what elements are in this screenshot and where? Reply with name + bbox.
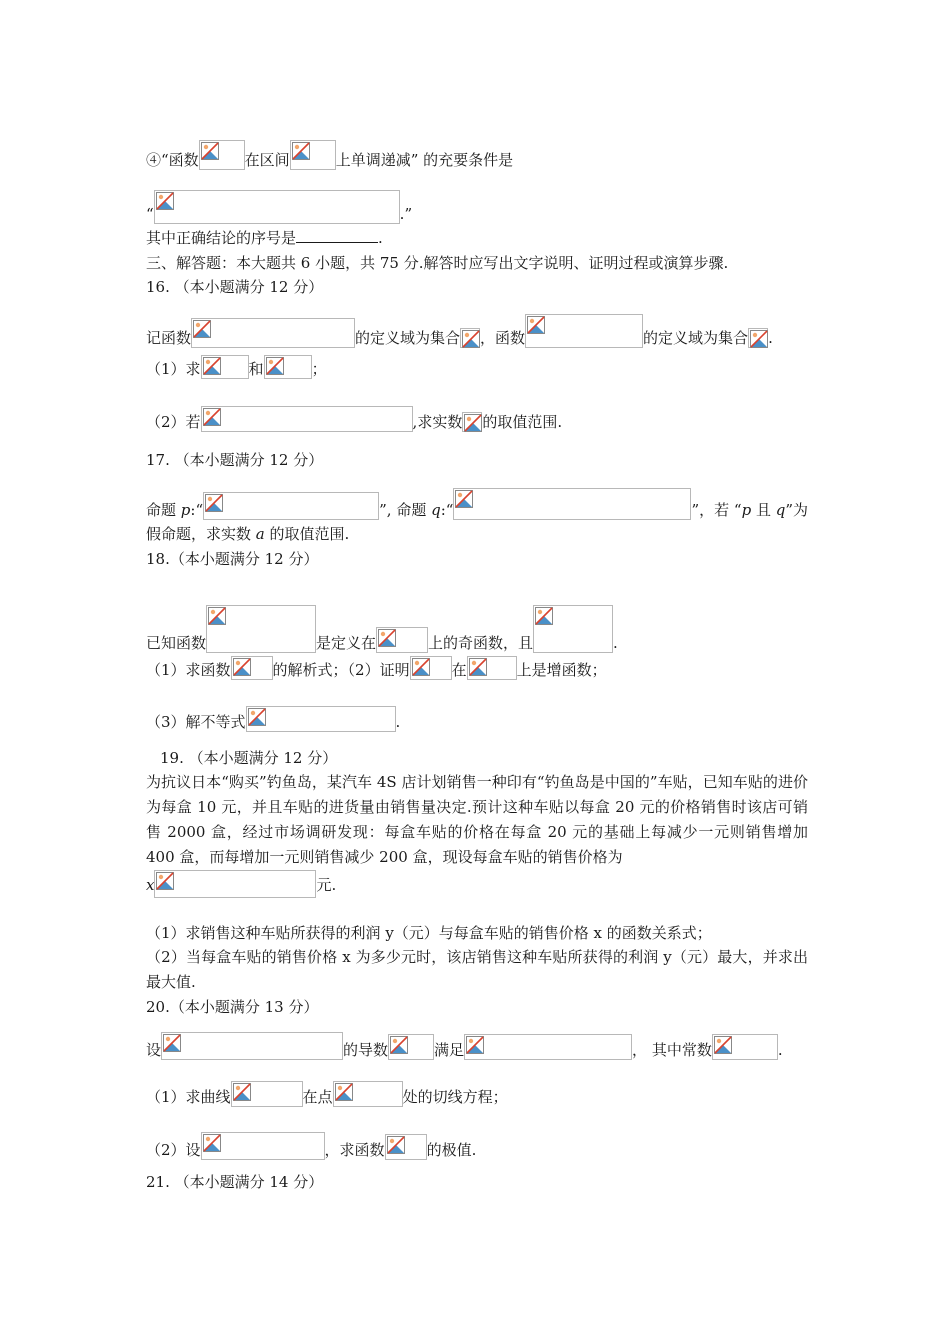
broken-image-icon bbox=[156, 192, 174, 210]
q18-text: （3）解不等式 bbox=[146, 713, 246, 731]
q20-header: 20.（本小题满分 13 分） bbox=[146, 998, 319, 1016]
q16-text: ，函数 bbox=[480, 329, 526, 347]
q19-part2: （2）当每盒车贴的销售价格 x 为多少元时，该店销售这种车贴所获得的利润 y（元）最大，并求出最大值. bbox=[146, 948, 808, 991]
broken-image-icon bbox=[455, 490, 473, 508]
formula-image bbox=[410, 656, 452, 680]
q20-text: 满足 bbox=[434, 1041, 465, 1059]
q16-part1 bbox=[146, 355, 808, 379]
q15-item4-prefix: ④“函数 bbox=[146, 151, 199, 169]
q18-text: . bbox=[613, 634, 618, 652]
broken-image-icon bbox=[208, 607, 226, 625]
formula-image bbox=[161, 1032, 343, 1060]
q20-text: 在点 bbox=[302, 1088, 333, 1106]
q20-text: 处的切线方程； bbox=[402, 1088, 508, 1106]
formula-image bbox=[388, 1034, 434, 1060]
broken-image-icon bbox=[469, 658, 487, 676]
q18-part3 bbox=[146, 706, 808, 732]
q20-text: （1）求曲线 bbox=[146, 1088, 231, 1106]
var-x: x bbox=[146, 876, 155, 894]
broken-image-icon bbox=[292, 142, 310, 160]
q19-header: 19. （本小题满分 12 分） bbox=[160, 749, 338, 767]
q18-text: 的解析式；（2）证明 bbox=[272, 661, 410, 679]
broken-image-icon bbox=[203, 408, 221, 426]
formula-image bbox=[712, 1034, 778, 1060]
broken-image-icon bbox=[462, 330, 480, 348]
formula-image bbox=[467, 656, 517, 680]
q17-text: :“ bbox=[190, 501, 204, 519]
formula-image bbox=[376, 627, 428, 653]
q18-text: （1）求函数 bbox=[146, 661, 231, 679]
broken-image-icon bbox=[201, 142, 219, 160]
q18-header: 18.（本小题满分 12 分） bbox=[146, 550, 319, 568]
broken-image-icon bbox=[266, 357, 284, 375]
broken-image-icon bbox=[248, 708, 266, 726]
broken-image-icon bbox=[233, 1083, 251, 1101]
q17-text: 假命题，求实数 bbox=[146, 525, 256, 543]
q16-text: 的取值范围. bbox=[482, 413, 563, 431]
broken-image-icon bbox=[466, 1036, 484, 1054]
q19-text: 为抗议日本“购买”钓鱼岛，某汽车 4S 店计划销售一种印有“钓鱼岛是中国的”车贴，已知车贴的进价为每盒 10 元，并且车贴的进货量由销售量决定.预计这种车贴以每盒 20 元的价格销售时该店可销售 2000 盒，经过市场调研发现：每盒车贴的价格在每盒 20 元的基础上每减少一元则销售增加 400 盒，而每增加一元则销售减少 200 盒，现设每盒车贴的销售价格为 bbox=[146, 773, 808, 866]
q16-text: 记函数 bbox=[146, 329, 192, 347]
close-quote: .” bbox=[399, 205, 413, 223]
q16-text: 和 bbox=[248, 360, 264, 378]
broken-image-icon bbox=[387, 1136, 405, 1154]
q20-stem bbox=[146, 1032, 808, 1060]
q16-text: （2）若 bbox=[146, 413, 201, 431]
formula-image bbox=[453, 488, 691, 520]
formula-image bbox=[154, 870, 316, 898]
q21-header: 21. （本小题满分 14 分） bbox=[146, 1173, 324, 1191]
q17-text: 命题 bbox=[146, 501, 181, 519]
formula-image bbox=[748, 328, 768, 348]
formula-image bbox=[231, 656, 273, 680]
formula-image bbox=[203, 492, 379, 520]
q16-text: ； bbox=[311, 360, 327, 378]
broken-image-icon bbox=[156, 872, 174, 890]
formula-image bbox=[462, 412, 482, 432]
q16-text: ,求实数 bbox=[412, 413, 463, 431]
formula-image bbox=[333, 1081, 403, 1107]
q17-text: 且 bbox=[751, 501, 776, 519]
q20-text: . bbox=[777, 1041, 783, 1059]
broken-image-icon bbox=[535, 607, 553, 625]
formula-image bbox=[290, 140, 336, 170]
broken-image-icon bbox=[412, 658, 430, 676]
q17-header: 17. （本小题满分 12 分） bbox=[146, 451, 324, 469]
q16-text: 的定义域为集合 bbox=[643, 329, 749, 347]
var-q: q bbox=[775, 501, 786, 519]
q18-part1-2 bbox=[146, 656, 808, 680]
q20-text: ， 其中常数 bbox=[632, 1041, 712, 1059]
formula-image bbox=[154, 190, 400, 224]
q20-text: 的导数 bbox=[343, 1041, 389, 1059]
formula-image bbox=[231, 1081, 303, 1107]
var-q: q bbox=[431, 501, 441, 519]
broken-image-icon bbox=[464, 414, 482, 432]
formula-image bbox=[201, 1132, 325, 1160]
q17-stem bbox=[146, 488, 808, 520]
q18-text: 是定义在 bbox=[316, 634, 377, 652]
formula-image bbox=[525, 314, 643, 348]
q17-text: :“ bbox=[440, 501, 454, 519]
broken-image-icon bbox=[193, 320, 211, 338]
broken-image-icon bbox=[335, 1083, 353, 1101]
q17-text: ”为 bbox=[785, 501, 808, 519]
q18-text: 在 bbox=[451, 661, 467, 679]
formula-image bbox=[385, 1134, 427, 1160]
formula-image bbox=[460, 328, 480, 348]
section-three-heading: 三、解答题：本大题共 6 小题，共 75 分.解答时应写出文字说明、证明过程或演算步骤. bbox=[146, 254, 729, 272]
q18-text: 上是增函数； bbox=[516, 661, 607, 679]
q15-item4-suffix: 上单调递减” 的充要条件是 bbox=[335, 151, 514, 169]
formula-image bbox=[206, 605, 316, 653]
broken-image-icon bbox=[203, 1134, 221, 1152]
formula-image bbox=[201, 355, 249, 379]
broken-image-icon bbox=[750, 330, 768, 348]
formula-image bbox=[464, 1034, 632, 1060]
q16-text: （1）求 bbox=[146, 360, 201, 378]
q15-item4-line1 bbox=[146, 140, 808, 170]
q17-text: ”，若 “ bbox=[691, 501, 742, 519]
q20-text: 设 bbox=[146, 1041, 162, 1059]
formula-image bbox=[199, 140, 245, 170]
answer-end: . bbox=[378, 229, 383, 247]
broken-image-icon bbox=[205, 494, 223, 512]
q20-part2 bbox=[146, 1132, 808, 1160]
q19-part1: （1）求销售这种车贴所获得的利润 y（元）与每盒车贴的销售价格 x 的函数关系式； bbox=[146, 924, 712, 942]
q17-line2 bbox=[146, 524, 808, 544]
broken-image-icon bbox=[714, 1036, 732, 1054]
broken-image-icon bbox=[390, 1036, 408, 1054]
q18-stem bbox=[146, 605, 808, 653]
var-p: p bbox=[180, 501, 191, 519]
broken-image-icon bbox=[233, 658, 251, 676]
broken-image-icon bbox=[203, 357, 221, 375]
q15-item4-mid: 在区间 bbox=[244, 151, 290, 169]
q20-text: （2）设 bbox=[146, 1141, 201, 1159]
formula-image bbox=[191, 318, 355, 348]
q16-part2 bbox=[146, 406, 808, 432]
q16-header: 16. （本小题满分 12 分） bbox=[146, 278, 324, 296]
broken-image-icon bbox=[378, 629, 396, 647]
q20-text: ，求函数 bbox=[324, 1141, 385, 1159]
formula-image bbox=[201, 406, 413, 432]
q17-text: 的取值范围. bbox=[264, 525, 350, 543]
var-p: p bbox=[741, 501, 752, 519]
formula-image bbox=[533, 605, 613, 653]
var-a: a bbox=[255, 525, 265, 543]
q19-body bbox=[146, 770, 808, 898]
q18-text: 已知函数 bbox=[146, 634, 207, 652]
answer-blank bbox=[296, 228, 378, 243]
formula-image bbox=[246, 706, 396, 732]
answer-prompt: 其中正确结论的序号是 bbox=[146, 229, 297, 247]
q19-text: 元. bbox=[316, 876, 337, 894]
q16-stem bbox=[146, 314, 808, 348]
open-quote: “ bbox=[146, 205, 154, 223]
q16-text: . bbox=[768, 329, 773, 347]
q17-text: ”, 命题 bbox=[379, 501, 432, 519]
formula-image bbox=[264, 355, 312, 379]
q20-part1 bbox=[146, 1081, 808, 1107]
q20-text: 的极值. bbox=[426, 1141, 477, 1159]
q15-answer-line bbox=[146, 228, 808, 248]
q18-text: . bbox=[395, 713, 401, 731]
q15-item4-line2 bbox=[146, 190, 808, 224]
q16-text: 的定义域为集合 bbox=[355, 329, 461, 347]
q18-text: 上的奇函数，且 bbox=[428, 634, 534, 652]
broken-image-icon bbox=[527, 316, 545, 334]
broken-image-icon bbox=[163, 1034, 181, 1052]
